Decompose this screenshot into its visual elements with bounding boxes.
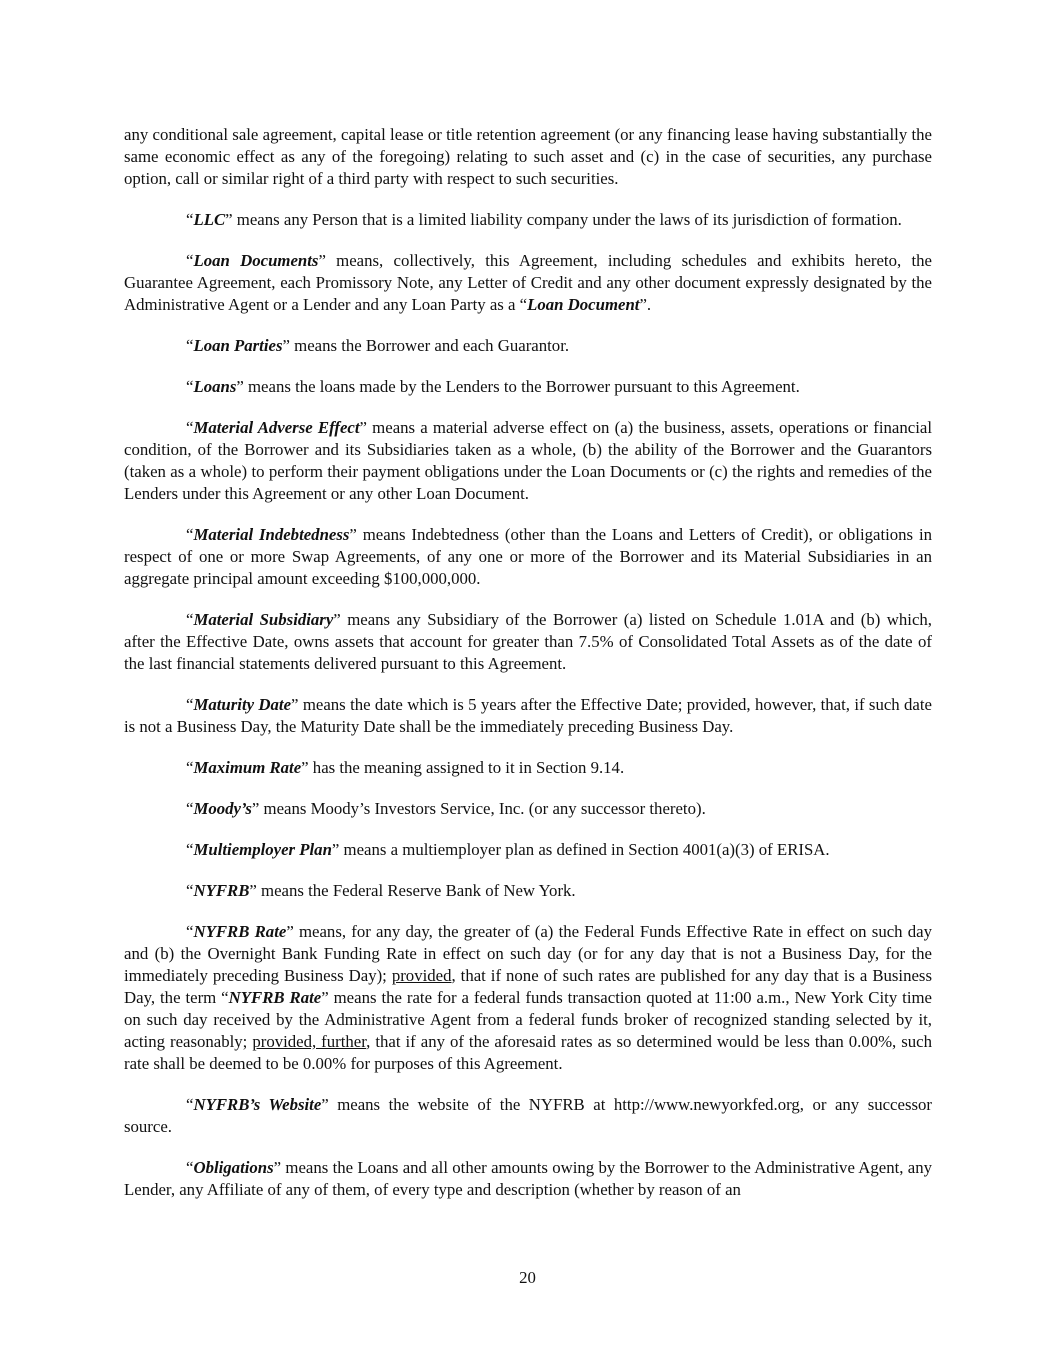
definition-material-indebtedness — [124, 524, 932, 590]
open-quote: “ — [186, 210, 194, 229]
defined-term-inline: Loan Document — [527, 295, 640, 314]
open-quote: “ — [186, 418, 194, 437]
document-page — [124, 124, 932, 1220]
defined-term: Maximum Rate — [193, 758, 302, 777]
definition-text: ” means, for any day, the greater of (a) the Federal Funds Effective Rate in effect on such day and (b) the Overnight Bank Funding Rate in effect on such day (or for any day that is not a Business Day, for the immediately preceding Business Day); — [124, 922, 932, 985]
definition-loan-parties — [124, 335, 932, 357]
definition-text: ” means, collectively, this Agreement, including schedules and exhibits hereto, the Guarantee Agreement, each Promissory Note, any Letter of Credit and any other document expressly designated by the Administrative Agent or a Lender and any Loan Party as a “ — [124, 251, 932, 314]
open-quote: “ — [186, 251, 194, 270]
definition-llc — [124, 209, 932, 231]
defined-term: Material Indebtedness — [193, 525, 350, 544]
definition-text: ” means the website of the NYFRB at http://www.newyorkfed.org, or any successor source. — [124, 1095, 932, 1136]
definition-text: , that if any of the aforesaid rates as so determined would be less than 0.00%, such rate shall be deemed to be 0.00% for purposes of this Agreement. — [124, 1032, 933, 1073]
defined-term: LLC — [193, 210, 226, 229]
open-quote: “ — [186, 840, 194, 859]
defined-term: Loan Parties — [193, 336, 283, 355]
defined-term: Loan Documents — [193, 251, 319, 270]
defined-term: Obligations — [193, 1158, 274, 1177]
definition-loan-documents — [124, 250, 932, 316]
definition-text: ”. — [639, 295, 652, 314]
open-quote: “ — [186, 377, 194, 396]
open-quote: “ — [186, 881, 194, 900]
definition-moodys — [124, 798, 932, 820]
definition-nyfrb — [124, 880, 932, 902]
defined-term-inline: NYFRB Rate — [228, 988, 322, 1007]
definition-text: ” has the meaning assigned to it in Section 9.14. — [301, 758, 625, 777]
open-quote: “ — [186, 695, 194, 714]
defined-term: Loans — [193, 377, 237, 396]
definition-text: ” means Indebtedness (other than the Loans and Letters of Credit), or obligations in respect of one or more Swap Agreements, of any one or more of the Borrower and its Material Subsidiaries in an aggregate principal amount exceeding $100,000,000. — [124, 525, 932, 588]
defined-term: NYFRB’s Website — [193, 1095, 322, 1114]
definition-multiemployer-plan — [124, 839, 932, 861]
definition-text: ” means Moody’s Investors Service, Inc. (or any successor thereto). — [251, 799, 706, 818]
defined-term: Material Subsidiary — [193, 610, 334, 629]
definition-nyfrb-rate — [124, 921, 932, 1075]
paragraph-text: any conditional sale agreement, capital lease or title retention agreement (or any financing lease having substantially the same economic effect as any of the foregoing) relating to such asset and (c) in the case of securities, any purchase option, call or similar right of a third party with respect to such securities. — [124, 125, 932, 188]
definition-text: ” means the rate for a federal funds transaction quoted at 11:00 a.m., New York City time on such day received by the Administrative Agent from a federal funds broker of recognized standing selected by it, acting reasonably; — [124, 988, 932, 1051]
definition-text: ” means the Loans and all other amounts owing by the Borrower to the Administrative Agent, any Lender, any Affiliate of any of them, of every type and description (whether by reason of an — [124, 1158, 932, 1199]
definition-text: ” means the date which is 5 years after the Effective Date; provided, however, that, if such date is not a Business Day, the Maturity Date shall be the immediately preceding Business Day. — [124, 695, 932, 736]
definition-text: ” means any Person that is a limited liability company under the laws of its jurisdiction of formation. — [225, 210, 902, 229]
page-number: 20 — [519, 1268, 536, 1287]
open-quote: “ — [186, 336, 194, 355]
definition-nyfrbs-website — [124, 1094, 932, 1138]
definition-material-subsidiary — [124, 609, 932, 675]
definition-text: ” means the Federal Reserve Bank of New York. — [249, 881, 576, 900]
open-quote: “ — [186, 1158, 194, 1177]
definition-text: ” means the loans made by the Lenders to the Borrower pursuant to this Agreement. — [236, 377, 800, 396]
defined-term: Material Adverse Effect — [193, 418, 360, 437]
open-quote: “ — [186, 799, 194, 818]
definition-text: ” means the Borrower and each Guarantor. — [282, 336, 570, 355]
defined-term: Moody’s — [193, 799, 252, 818]
defined-term: NYFRB Rate — [193, 922, 287, 941]
defined-term: Multiemployer Plan — [193, 840, 332, 859]
definition-text: , that if none of such rates are published for any day that is a Business Day, the term “ — [124, 966, 932, 1007]
open-quote: “ — [186, 922, 194, 941]
open-quote: “ — [186, 1095, 194, 1114]
underlined-provided-further: provided, further — [252, 1032, 367, 1051]
definition-material-adverse-effect — [124, 417, 932, 505]
defined-term: NYFRB — [193, 881, 250, 900]
definition-text: ” means a multiemployer plan as defined in Section 4001(a)(3) of ERISA. — [331, 840, 830, 859]
definition-text: ” means any Subsidiary of the Borrower (a) listed on Schedule 1.01A and (b) which, after the Effective Date, owns assets that account for greater than 7.5% of Consolidated Total Assets as of the date of the last financial statements delivered pursuant to this Agreement. — [124, 610, 932, 673]
definition-text: ” means a material adverse effect on (a) the business, assets, operations or financial condition, of the Borrower and its Subsidiaries taken as a whole, (b) the ability of the Borrower and the Guarantors (taken as a whole) to perform their payment obligations under the Loan Documents or (c) the rights and remedies of the Lenders under this Agreement or any other Loan Document. — [124, 418, 932, 503]
open-quote: “ — [186, 525, 194, 544]
definition-obligations — [124, 1157, 932, 1201]
underlined-provided: provided — [391, 966, 452, 985]
definition-maximum-rate — [124, 757, 932, 779]
paragraph-continuation — [124, 124, 932, 190]
open-quote: “ — [186, 610, 194, 629]
definition-loans — [124, 376, 932, 398]
open-quote: “ — [186, 758, 194, 777]
definition-maturity-date — [124, 694, 932, 738]
defined-term: Maturity Date — [193, 695, 292, 714]
